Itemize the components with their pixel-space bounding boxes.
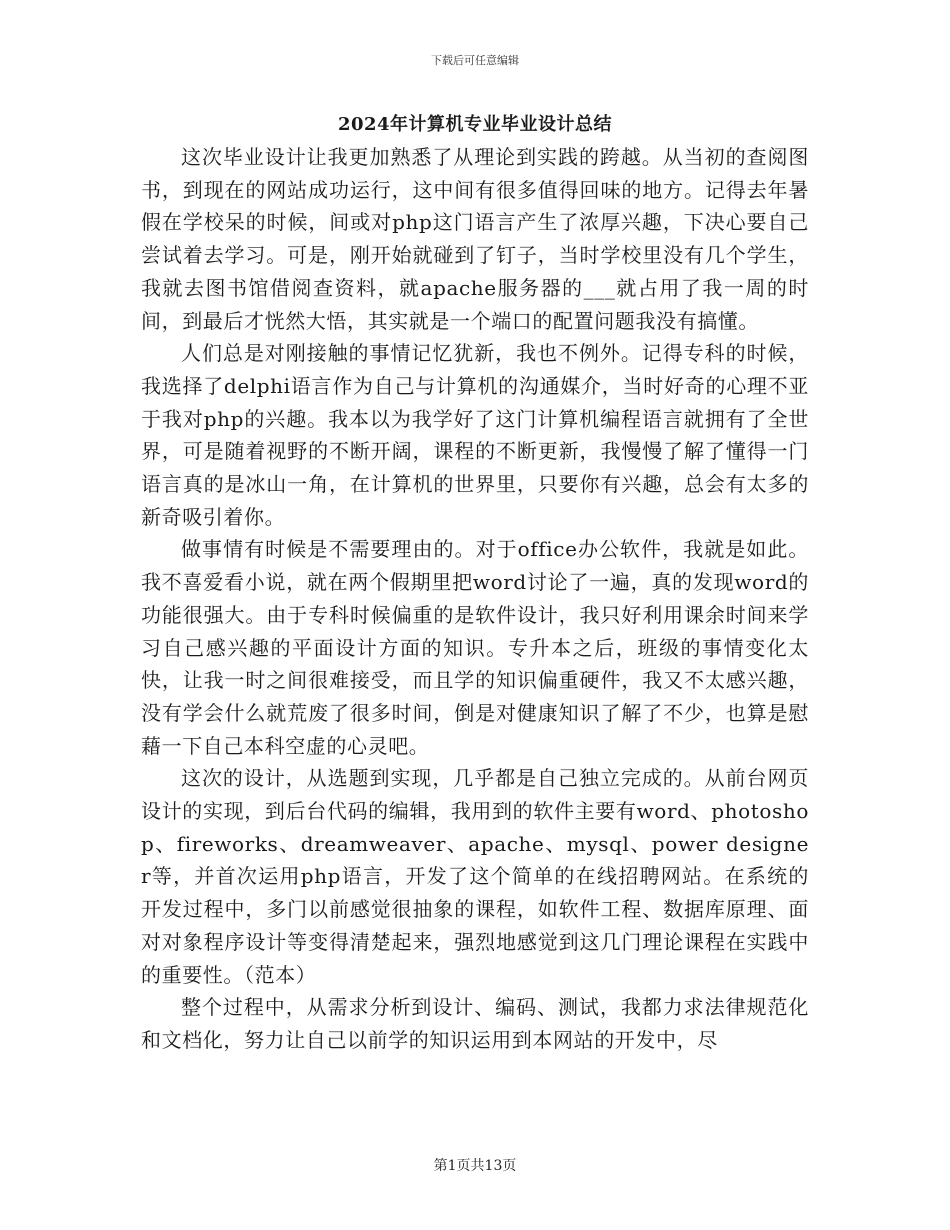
document-body — [141, 141, 809, 1057]
paragraph-3: 做事情有时候是不需要理由的。对于office办公软件，我就是如此。我不喜爱看小说，就在两个假期里把word讨论了一遍，真的发现word的功能很强大。由于专科时候偏重的是软件设计，我只好利用课余时间来学习自己感兴趣的平面设计方面的知识。专升本之后，班级的事情变化太快，让我一时之间很难接受，而且学的知识偏重硬件，我又不太感兴趣，没有学会什么就荒废了很多时间，倒是对健康知识了解了不少，也算是慰藉一下自己本科空虚的心灵吧。 — [141, 537, 809, 758]
paragraph-5: 整个过程中，从需求分析到设计、编码、测试，我都力求法律规范化和文档化，努力让自己以前学的知识运用到本网站的开发中，尽 — [141, 995, 809, 1052]
paragraph-4: 这次的设计，从选题到实现，几乎都是自己独立完成的。从前台网页设计的实现，到后台代码的编辑，我用到的软件主要有word、photoshop、fireworks、dreamweaver、apache、mysql、power designer等，并首次运用php语言，开发了这个简单的在线招聘网站。在系统的开发过程中，多门以前感觉很抽象的课程，如软件工程、数据库原理、面对对象程序设计等变得清楚起来，强烈地感觉到这几门理论课程在实践中的重要性。（范本） — [141, 766, 809, 987]
page-number: 第1页共13页 — [433, 1158, 517, 1174]
document-title: 2024年计算机专业毕业设计总结 — [337, 114, 613, 135]
paragraph-1: 这次毕业设计让我更加熟悉了从理论到实践的跨越。从当初的查阅图书，到现在的网站成功运行，这中间有很多值得回味的地方。记得去年暑假在学校呆的时候，间或对php这门语言产生了浓厚兴趣，下决心要自己尝试着去学习。可是，刚开始就碰到了钉子，当时学校里没有几个学生，我就去图书馆借阅查资料，就apache服务器的___就占用了我一周的时间，到最后才恍然大悟，其实就是一个端口的配置问题我没有搞懂。 — [141, 145, 809, 333]
paragraph-2: 人们总是对刚接触的事情记忆犹新，我也不例外。记得专科的时候，我选择了delphi语言作为自己与计算机的沟通媒介，当时好奇的心理不亚于我对php的兴趣。我本以为我学好了这门计算机编程语言就拥有了全世界，可是随着视野的不断开阔，课程的不断更新，我慢慢了解了懂得一门语言真的是冰山一角，在计算机的世界里，只要你有兴趣，总会有太多的新奇吸引着你。 — [141, 341, 809, 529]
page-header-note: 下载后可任意编辑 — [431, 54, 519, 67]
